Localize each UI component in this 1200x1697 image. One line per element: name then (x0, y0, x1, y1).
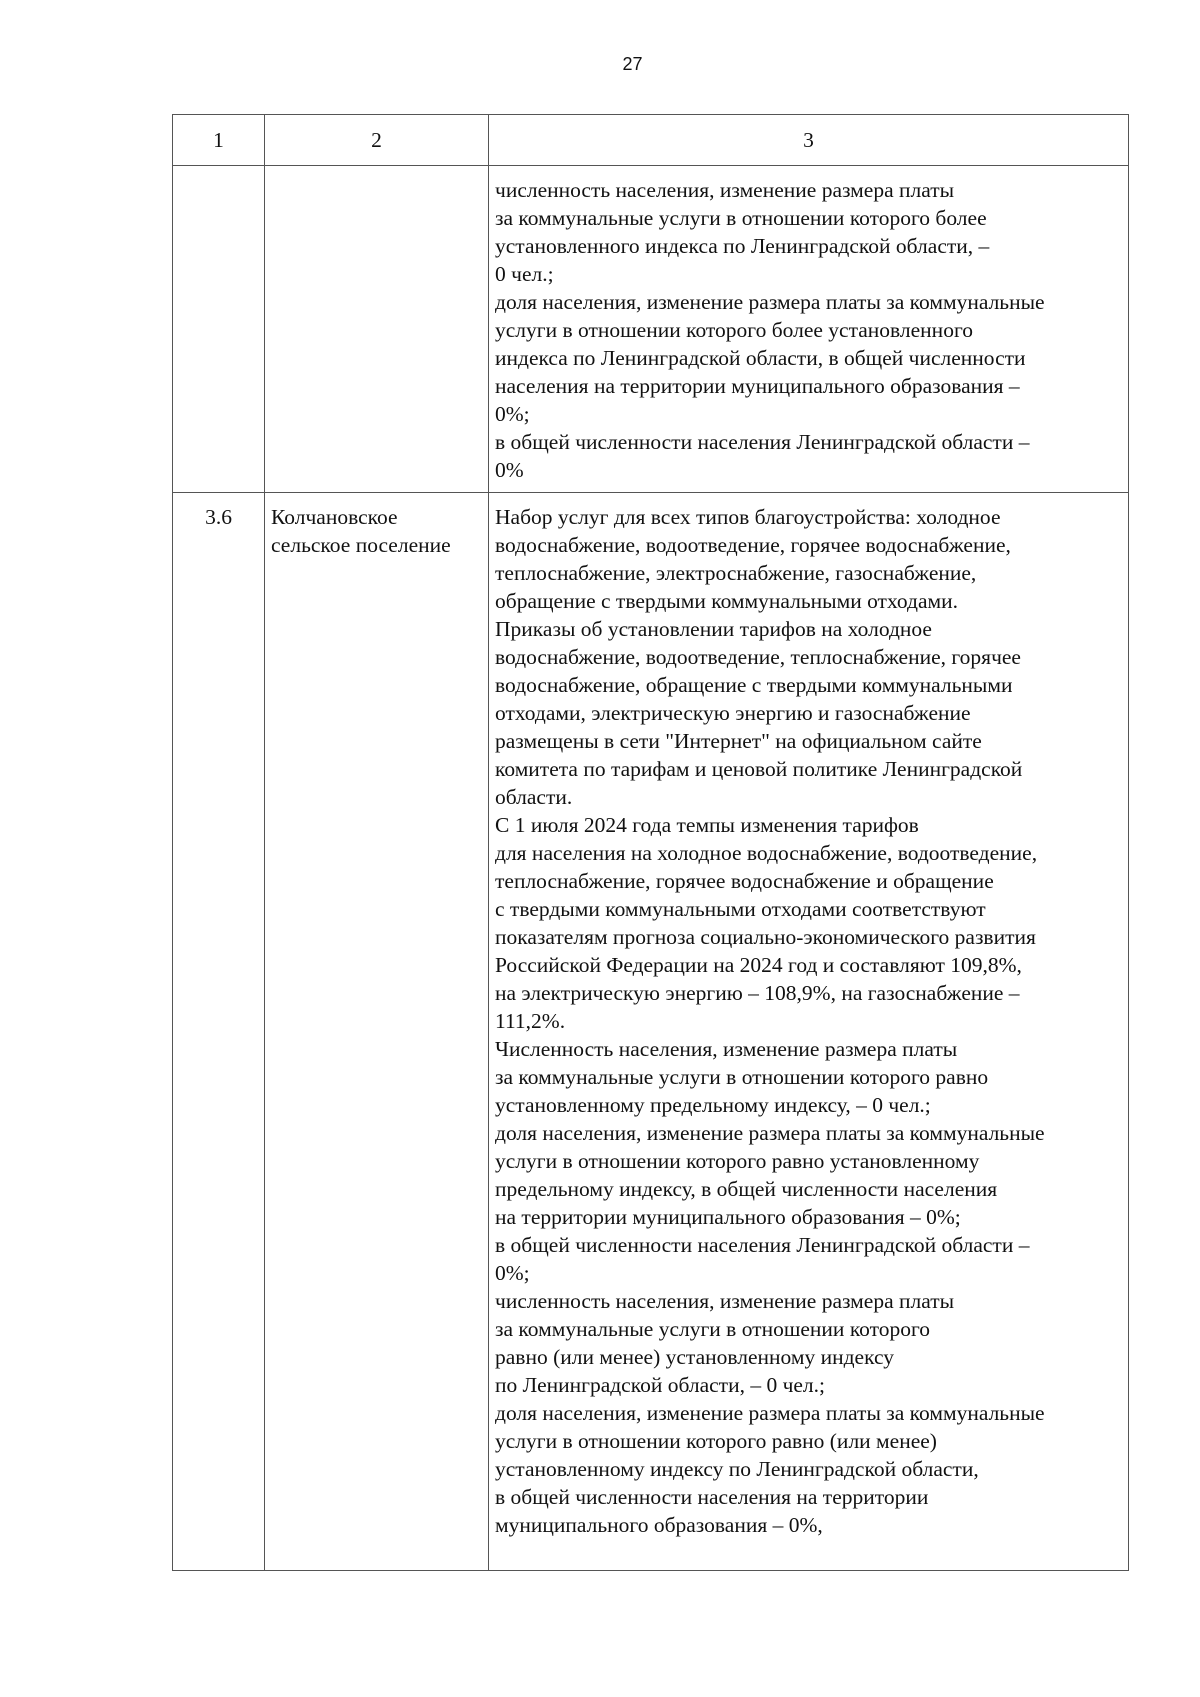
row-number-cell (173, 493, 265, 1571)
text-line: доля населения, изменение размера платы за коммунальные (495, 290, 1045, 314)
text-line: за коммунальные услуги в отношении которого (495, 1317, 931, 1341)
column-header-1: 1 (173, 115, 265, 166)
text-line: в общей численности населения на территории (495, 1485, 929, 1509)
text-line: Приказы об установлении тарифов на холодное (495, 617, 932, 641)
text-line: области. (495, 785, 573, 809)
table-row (173, 166, 1129, 493)
text-line: на территории муниципального образования – 0%; (495, 1205, 961, 1229)
text-line: 111,2%. (495, 1009, 566, 1033)
text-line: Набор услуг для всех типов благоустройства: холодное (495, 505, 1001, 529)
text-line: комитета по тарифам и ценовой политике Ленинградской (495, 757, 1023, 781)
text-line: Численность населения, изменение размера платы (495, 1037, 958, 1061)
text-line: по Ленинградской области, – 0 чел.; (495, 1373, 826, 1397)
text-line: установленному индексу по Ленинградской области, (495, 1457, 979, 1481)
text-line: установленному предельному индексу, – 0 чел.; (495, 1093, 931, 1117)
text-line: муниципального образования – 0%, (495, 1513, 823, 1537)
text-line: индекса по Ленинградской области, в общей численности (495, 346, 1026, 370)
text-line: 0%; (495, 1261, 530, 1285)
text-line: равно (или менее) установленному индексу (495, 1345, 895, 1369)
text-line: за коммунальные услуги в отношении которого более (495, 206, 987, 230)
text-line: водоснабжение, водоотведение, теплоснабжение, горячее (495, 645, 1021, 669)
description-cell (489, 493, 1129, 1571)
text-line: услуги в отношении которого более установленного (495, 318, 973, 342)
text-line: С 1 июля 2024 года темпы изменения тарифов (495, 813, 919, 837)
text-line: для населения на холодное водоснабжение, водоотведение, (495, 841, 1038, 865)
text-line: 0 чел.; (495, 262, 554, 286)
text-line: обращение с твердыми коммунальными отходами. (495, 589, 958, 613)
row-number-cell (173, 166, 265, 493)
row-number (173, 166, 264, 184)
row-number: 3.6 (205, 505, 232, 529)
text-line: услуги в отношении которого равно (или менее) (495, 1429, 937, 1453)
text-line: установленного индекса по Ленинградской области, – (495, 234, 990, 258)
text-line: с твердыми коммунальными отходами соответствуют (495, 897, 986, 921)
text-line: показателям прогноза социально-экономического развития (495, 925, 1036, 949)
text-line: доля населения, изменение размера платы за коммунальные (495, 1121, 1045, 1145)
text-line: сельское поселение (271, 533, 451, 557)
data-table (172, 114, 1129, 1571)
settlement-name (265, 493, 488, 567)
text-line: доля населения, изменение размера платы за коммунальные (495, 1401, 1045, 1425)
text-line: водоснабжение, водоотведение, горячее водоснабжение, (495, 533, 1011, 557)
text-line: численность населения, изменение размера платы (495, 1289, 955, 1313)
column-header-3: 3 (489, 115, 1129, 166)
text-line: в общей численности населения Ленинградской области – (495, 430, 1030, 454)
text-line: предельному индексу, в общей численности населения (495, 1177, 998, 1201)
text-line: услуги в отношении которого равно установленному (495, 1149, 980, 1173)
table-header-row (173, 115, 1129, 166)
description-cell (489, 166, 1129, 493)
text-line: населения на территории муниципального образования – (495, 374, 1020, 398)
settlement-name (265, 166, 488, 184)
settlement-name-cell (265, 166, 489, 493)
page-number: 27 (622, 54, 643, 74)
text-line: 0% (495, 458, 524, 482)
description-text (489, 166, 1128, 492)
text-line: водоснабжение, обращение с твердыми коммунальными (495, 673, 1013, 697)
description-text (489, 493, 1128, 1547)
text-line: теплоснабжение, горячее водоснабжение и обращение (495, 869, 994, 893)
column-header-2: 2 (265, 115, 489, 166)
text-line: 0%; (495, 402, 530, 426)
text-line: за коммунальные услуги в отношении которого равно (495, 1065, 989, 1089)
settlement-name-cell (265, 493, 489, 1571)
text-line: на электрическую энергию – 108,9%, на газоснабжение – (495, 981, 1020, 1005)
text-line: численность населения, изменение размера платы (495, 178, 955, 202)
text-line: в общей численности населения Ленинградской области – (495, 1233, 1030, 1257)
text-line: размещены в сети "Интернет" на официальном сайте (495, 729, 982, 753)
text-line: Колчановское (271, 505, 398, 529)
text-line: Российской Федерации на 2024 год и составляют 109,8%, (495, 953, 1022, 977)
text-line: отходами, электрическую энергию и газоснабжение (495, 701, 971, 725)
text-line: теплоснабжение, электроснабжение, газоснабжение, (495, 561, 977, 585)
table-row (173, 493, 1129, 1571)
